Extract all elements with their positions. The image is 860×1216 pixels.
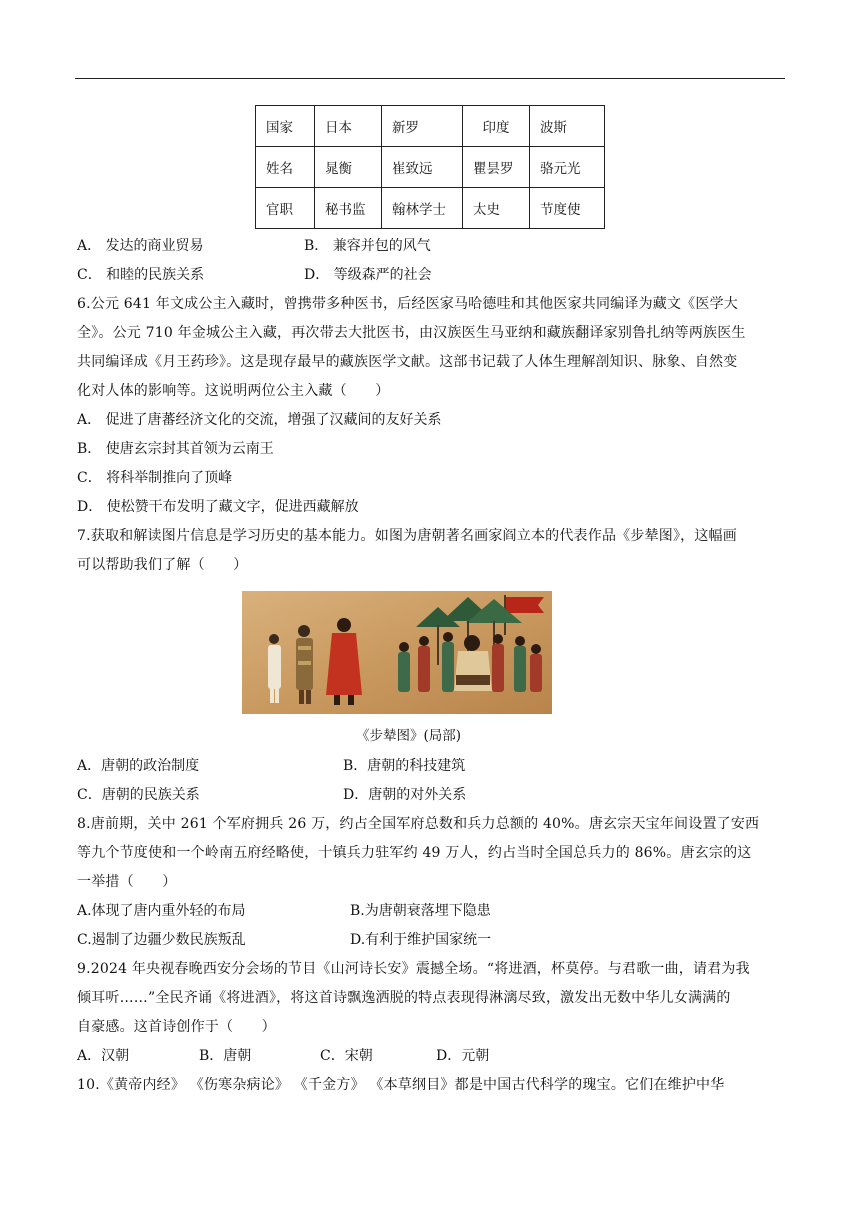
q7-stem-line: 7.获取和解读图片信息是学习历史的基本能力。如图为唐朝著名画家阎立本的代表作品《步辇图》，这幅画 [77, 528, 737, 544]
table-cell: 秘书监 [315, 188, 382, 229]
q8-option-b[interactable]: B.为唐朝衰落埋下隐患 [350, 903, 491, 919]
q8-stem-line: 一举措（ ） [77, 874, 177, 890]
q7-stem-line: 可以帮助我们了解（ ） [77, 557, 248, 573]
q6-option-a[interactable]: A． 促进了唐蕃经济文化的交流，增强了汉藏间的友好关系 [77, 412, 442, 428]
q9-option-a[interactable]: A．汉朝 [77, 1048, 130, 1064]
q8-stem-line: 8.唐前期，关中 261 个军府拥兵 26 万，约占全国军府总数和兵力总额的 40%。唐玄宗天宝年间设置了安西 [77, 816, 760, 832]
table-cell: 波斯 [530, 106, 605, 147]
q5-option-d[interactable]: D． 等级森严的社会 [304, 267, 432, 283]
q5-option-a[interactable]: A． 发达的商业贸易 [77, 238, 204, 254]
table-cell: 姓名 [256, 147, 315, 188]
q8-option-c[interactable]: C.遏制了边疆少数民族叛乱 [77, 932, 246, 948]
bunian-painting [242, 591, 552, 714]
q7-option-a[interactable]: A．唐朝的政治制度 [77, 758, 200, 774]
q9-stem-line: 9.2024 年央视春晚西安分会场的节目《山河诗长安》震撼全场。“将进酒，杯莫停。与君歌一曲，请君为我 [77, 961, 750, 977]
table-cell: 骆元光 [530, 147, 605, 188]
q6-stem-line: 6.公元 641 年文成公主入藏时，曾携带多种医书，后经医家马哈德哇和其他医家共同编译为藏文《医学大 [77, 296, 738, 312]
table-cell: 印度 [463, 106, 530, 147]
q9-option-b[interactable]: B．唐朝 [199, 1048, 252, 1064]
q8-option-a[interactable]: A.体现了唐内重外轻的布局 [77, 903, 246, 919]
header-rule [75, 78, 785, 79]
q6-option-b[interactable]: B． 使唐玄宗封其首领为云南王 [77, 441, 274, 457]
q7-option-c[interactable]: C．唐朝的民族关系 [77, 787, 200, 803]
table-cell: 翰林学士 [382, 188, 463, 229]
table-row [256, 188, 605, 229]
q7-option-d[interactable]: D．唐朝的对外关系 [343, 787, 467, 803]
q6-stem-line: 共同编译成《月王药珍》。这是现存最早的藏族医学文献。这部书记载了人体生理解剖知识、脉象、自然变 [77, 354, 738, 370]
q7-option-b[interactable]: B．唐朝的科技建筑 [343, 758, 466, 774]
q6-stem-line: 化对人体的影响等。这说明两位公主入藏（ ） [77, 383, 390, 399]
q9-option-d[interactable]: D．元朝 [436, 1048, 490, 1064]
q6-stem-line: 全》。公元 710 年金城公主入藏，再次带去大批医书，由汉族医生马亚纳和藏族翻译家别鲁扎纳等两族医生 [77, 325, 746, 341]
table-cell: 国家 [256, 106, 315, 147]
q6-option-c[interactable]: C． 将科举制推向了顶峰 [77, 470, 233, 486]
q10-stem-line: 10.《黄帝内经》 《伤寒杂病论》 《千金方》 《本草纲目》都是中国古代科学的瑰宝。它们在维护中华 [77, 1077, 725, 1093]
table-row [256, 147, 605, 188]
envoy-table [255, 105, 605, 229]
court-ladies-group [398, 632, 542, 692]
q9-stem-line: 自豪感。这首诗创作于（ ） [77, 1019, 276, 1035]
q9-stem-line: 倾耳听……”全民齐诵《将进酒》，将这首诗飘逸洒脱的特点表现得淋漓尽致，激发出无数中华儿女满满的 [77, 990, 731, 1006]
q5-option-b[interactable]: B． 兼容并包的风气 [304, 238, 431, 254]
table-cell: 新罗 [382, 106, 463, 147]
q8-option-d[interactable]: D.有利于维护国家统一 [350, 932, 492, 948]
painting-caption: 《步辇图》(局部) [356, 728, 462, 744]
table-row [256, 106, 605, 147]
table-cell: 日本 [315, 106, 382, 147]
table-cell: 节度使 [530, 188, 605, 229]
q9-option-c[interactable]: C．宋朝 [320, 1048, 373, 1064]
q5-option-c[interactable]: C． 和睦的民族关系 [77, 267, 205, 283]
table-cell: 太史 [463, 188, 530, 229]
table-cell: 官职 [256, 188, 315, 229]
table-cell: 崔致远 [382, 147, 463, 188]
table-cell: 瞿昙罗 [463, 147, 530, 188]
table-cell: 晁衡 [315, 147, 382, 188]
q6-option-d[interactable]: D． 使松赞干布发明了藏文字，促进西藏解放 [77, 499, 359, 515]
q8-stem-line: 等九个节度使和一个岭南五府经略使，十镇兵力驻军约 49 万人，约占当时全国总兵力的 86%。唐玄宗的这 [77, 845, 752, 861]
